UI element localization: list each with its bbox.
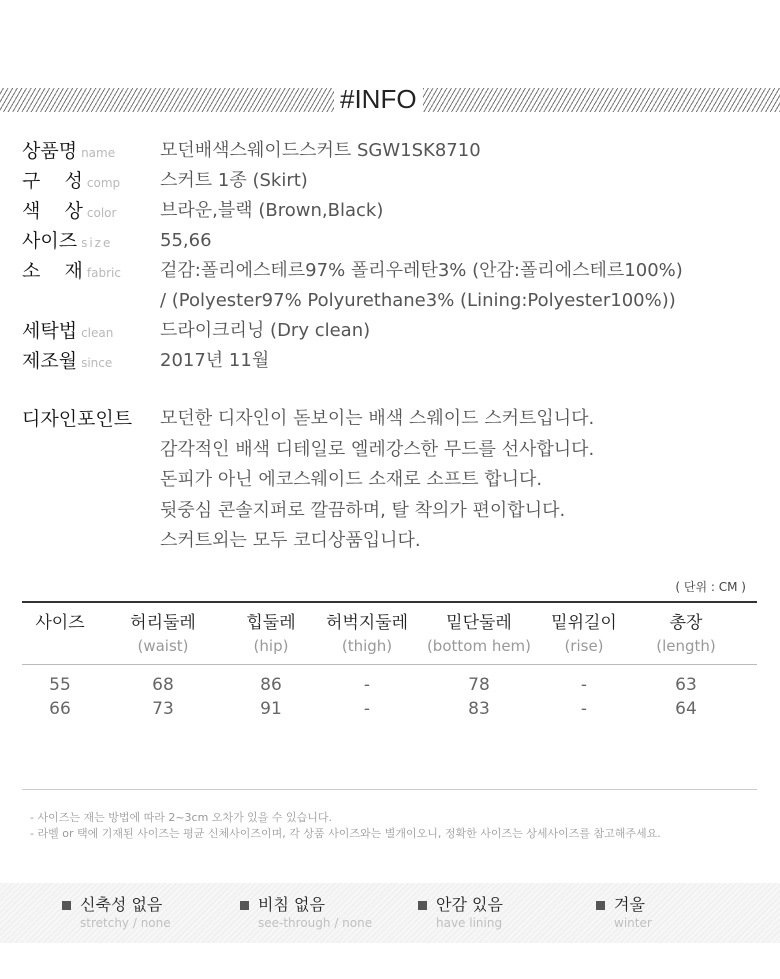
spec-label: 소 재	[22, 260, 83, 282]
design-point-text	[160, 404, 594, 557]
spec-label: 사이즈	[22, 230, 78, 252]
square-bullet-icon	[240, 901, 249, 910]
spec-label-en: size	[81, 236, 113, 250]
table-row	[22, 673, 757, 697]
design-point-line: 감각적인 배색 디테일로 엘레강스한 무드를 선사합니다.	[160, 438, 595, 460]
table-header-cell: 허벅지둘레 (thigh)	[325, 613, 409, 655]
design-point-line: 돈피가 아닌 에코스웨이드 소재로 소프트 합니다.	[160, 469, 543, 490]
table-cell: 86	[260, 675, 282, 695]
info-title: #INFO	[334, 83, 423, 115]
square-bullet-icon	[418, 901, 427, 910]
spec-row-size	[22, 226, 772, 256]
design-point-line: 스커트외는 모두 코디상품입니다.	[160, 530, 421, 551]
spec-value: 55,66	[160, 230, 212, 251]
table-cell: -	[363, 699, 371, 719]
spec-label: 색 상	[22, 200, 83, 222]
feature-label: 안감 있음	[436, 895, 503, 914]
table-body	[22, 665, 757, 790]
table-header-cell: 밑단둘레 (bottom hem)	[426, 613, 532, 655]
feature-label: 겨울	[614, 895, 645, 914]
spec-row-comp	[22, 166, 772, 196]
feature-band	[0, 883, 780, 943]
table-cell: 55	[49, 675, 71, 695]
design-point-line: 뒷중심 콘솔지퍼로 깔끔하며, 탈 착의가 편이합니다.	[160, 499, 566, 521]
table-header-cell: 허리둘레 (waist)	[130, 613, 196, 655]
table-cell: 63	[675, 675, 697, 695]
square-bullet-icon	[62, 901, 71, 910]
table-header-cell: 총장 (length)	[656, 613, 716, 655]
size-note: - 사이즈는 재는 방법에 따라 2~3cm 오차가 있을 수 있습니다.	[30, 811, 333, 824]
feature-label-en: winter	[614, 916, 652, 930]
square-bullet-icon	[596, 901, 605, 910]
feature-label-en: have lining	[436, 916, 503, 930]
spec-label: 세탁법	[22, 320, 78, 342]
table-header-row	[22, 603, 757, 665]
spec-label: 제조월	[22, 350, 78, 372]
table-header-cell: 힙둘레 (hip)	[246, 613, 296, 655]
table-cell: 83	[468, 699, 490, 719]
spec-label-en: since	[81, 356, 113, 370]
spec-value: 겉감:폴리에스테르97% 폴리우레탄3% (안감:폴리에스테르100%) / (Polyester97% Polyurethane3% (Lining:Polyester100%))	[160, 260, 683, 311]
spec-value: 2017년 11월	[160, 350, 270, 371]
table-row	[22, 697, 757, 721]
spec-row-since	[22, 346, 772, 376]
feature-label: 신축성 없음	[80, 895, 163, 914]
spec-value: 모던배색스웨이드스커트 SGW1SK8710	[160, 140, 481, 161]
feature-label: 비침 없음	[258, 895, 325, 914]
spec-value: 스커트 1종 (Skirt)	[160, 170, 308, 191]
size-note: - 라벨 or 택에 기재된 사이즈는 평균 신체사이즈이며, 각 상품 사이즈와는 별개이오니, 정확한 사이즈는 상세사이즈를 참고해주세요.	[30, 827, 661, 840]
table-cell: -	[363, 675, 371, 695]
size-notes	[30, 810, 661, 842]
product-spec-list	[22, 136, 772, 376]
table-cell: 64	[675, 699, 697, 719]
table-header-cell: 사이즈	[35, 613, 85, 633]
unit-note: ( 단위 : CM )	[675, 580, 746, 594]
table-cell: -	[580, 699, 588, 719]
spec-label: 구 성	[22, 170, 83, 192]
size-table	[22, 601, 757, 790]
spec-row-clean	[22, 316, 772, 346]
spec-label-en: comp	[86, 176, 121, 190]
spec-value: 브라운,블랙 (Brown,Black)	[160, 200, 384, 221]
feature-label-en: stretchy / none	[80, 916, 171, 930]
design-point-label: 디자인포인트	[22, 408, 133, 430]
spec-row-name	[22, 136, 772, 166]
spec-label-en: color	[86, 206, 117, 220]
spec-label-en: fabric	[86, 266, 121, 280]
spec-row-fabric	[22, 256, 772, 316]
table-cell: 66	[49, 699, 71, 719]
info-header-band	[0, 84, 780, 114]
table-cell: 78	[468, 675, 490, 695]
spec-value: 드라이크리닝 (Dry clean)	[160, 320, 371, 341]
table-cell: 73	[152, 699, 174, 719]
spec-row-color	[22, 196, 772, 226]
design-point-line: 모던한 디자인이 돋보이는 배색 스웨이드 스커트입니다.	[160, 408, 595, 429]
table-cell: -	[580, 675, 588, 695]
spec-label: 상품명	[22, 140, 78, 162]
feature-label-en: see-through / none	[258, 916, 373, 930]
spec-label-en: name	[81, 146, 116, 160]
spec-label-en: clean	[81, 326, 114, 340]
table-cell: 68	[152, 675, 174, 695]
table-cell: 91	[260, 699, 282, 719]
table-header-cell: 밑위길이 (rise)	[551, 613, 617, 655]
